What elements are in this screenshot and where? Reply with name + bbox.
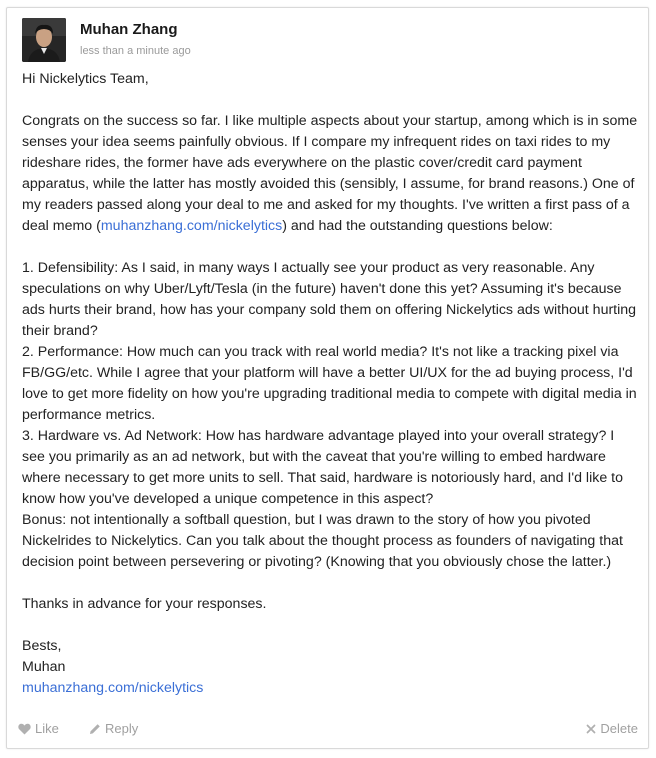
avatar[interactable] — [22, 18, 66, 62]
signoff: Bests, — [22, 638, 62, 654]
like-button[interactable] — [18, 721, 59, 736]
question-defensibility: 1. Defensibility: As I said, in many ways I actually see your product as very reasonable. Any speculations on why Uber/Lyft/Tesla (in the future) haven't done this yet? Assuming it's because ads hurts their brand, how has your company sold them on offering Nickelytics ads without hurting their brand? — [22, 260, 637, 339]
reply-button[interactable] — [89, 721, 138, 736]
avatar-image — [22, 18, 66, 62]
question-bonus: Bonus: not intentionally a softball question, but I was drawn to the story of how you pivoted Nickelrides to Nickelytics. Can you talk about the thought process as founders of navigating that decision point between persevering or pivoting? (Knowing that you obviously chose the latter.) — [22, 512, 623, 570]
signature-link[interactable]: muhanzhang.com/nickelytics — [22, 680, 204, 696]
reply-label: Reply — [105, 721, 139, 736]
comment-body — [22, 69, 638, 699]
delete-label: Delete — [600, 721, 638, 736]
paragraph-intro — [22, 111, 638, 237]
intro-text: Congrats on the success so far. I like multiple aspects about your startup, among which is in some senses your idea seems painfully obvious. If I compare my infrequent rides on taxi rides to my rideshare rides, the former have ads everywhere on the plastic cover/credit card payment apparatus, while the latter has mostly avoided this (sensibly, I assume, for brand reasons.) One of my readers passed along your deal to me and asked for my thoughts. I've written a first pass of a deal memo ( — [22, 113, 638, 234]
timestamp[interactable]: less than a minute ago — [80, 45, 191, 57]
like-label: Like — [35, 721, 59, 736]
intro-tail: ) and had the outstanding questions below: — [282, 218, 553, 234]
author-name[interactable]: Muhan Zhang — [80, 21, 178, 38]
question-hardware: 3. Hardware vs. Ad Network: How has hardware advantage played into your overall strategy? I see you primarily as an ad network, but with the caveat that you're willing to embed hardware where necessary to get more units to sell. That said, hardware is notoriously hard, and I'd like to know how you've developed a unique competence in this aspect? — [22, 428, 623, 507]
heart-icon — [18, 723, 31, 735]
pencil-icon — [89, 723, 101, 735]
deal-memo-link[interactable]: muhanzhang.com/nickelytics — [100, 218, 283, 234]
delete-button[interactable] — [586, 721, 638, 736]
close-icon — [586, 724, 596, 734]
greeting: Hi Nickelytics Team, — [22, 71, 149, 87]
comment-card — [6, 7, 649, 749]
comment-actions — [18, 719, 638, 739]
question-performance: 2. Performance: How much can you track with real world media? It's not like a tracking pixel via FB/GG/etc. While I agree that your platform will have a better UI/UX for the ad buying process, I'd love to get more fidelity on how you're upgrading traditional media to compete with digital media in performance metrics. — [22, 344, 637, 423]
thanks-line: Thanks in advance for your responses. — [22, 596, 267, 612]
signature-name: Muhan — [22, 659, 66, 675]
